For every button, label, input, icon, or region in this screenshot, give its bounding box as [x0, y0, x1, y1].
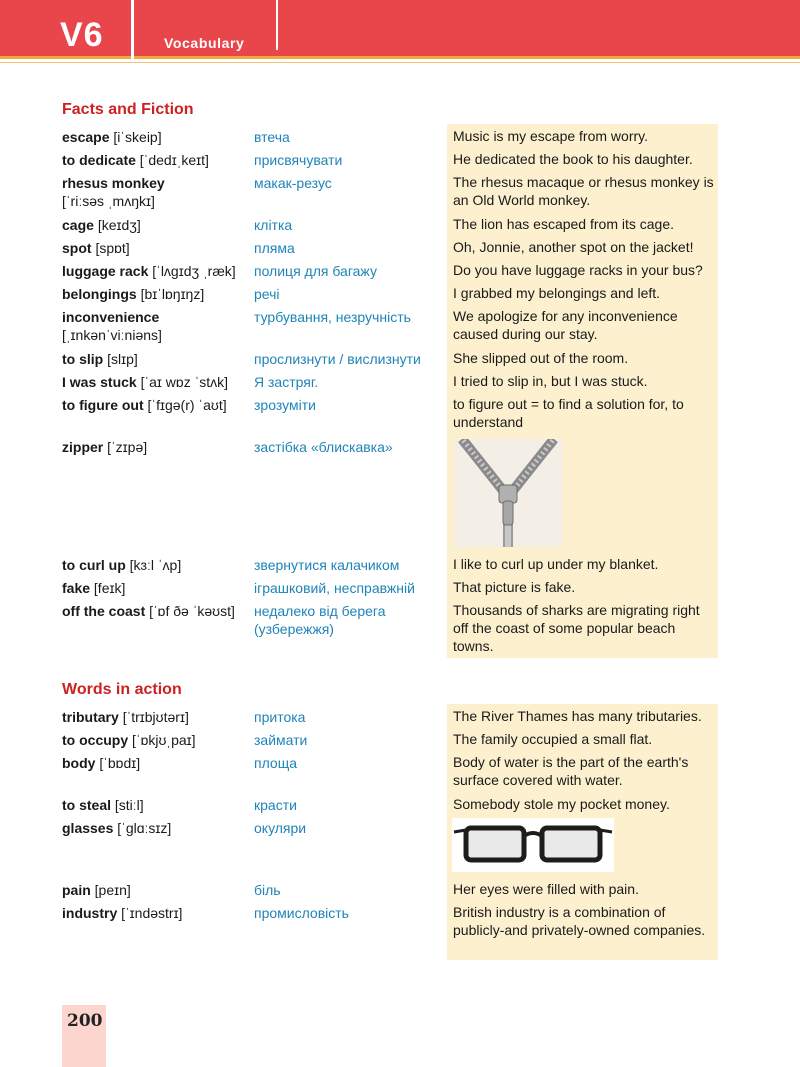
- table-row: [0, 346, 800, 369]
- section-title: Words in action: [62, 681, 182, 698]
- vocab-word: fake [feɪk]: [62, 580, 126, 596]
- table-row: [0, 727, 800, 750]
- table-row: [0, 392, 800, 434]
- vocab-translation: красти: [254, 797, 297, 813]
- vocab-translation: займати: [254, 732, 308, 748]
- table-row: [0, 575, 800, 598]
- vocab-translation: промисловість: [254, 905, 349, 921]
- vocab-translation: присвячувати: [254, 152, 343, 168]
- table-row: [0, 815, 800, 877]
- header-accent-line-thin: [0, 62, 800, 63]
- vocab-example: Thousands of sharks are migrating right off the coast of some popular beach towns.: [447, 598, 718, 658]
- vocab-translation: Я застряг.: [254, 374, 319, 390]
- vocab-example: I like to curl up under my blanket.: [447, 552, 718, 575]
- vocab-example: to figure out = to find a solution for, to understand: [447, 392, 718, 434]
- vocab-word: to figure out [ˈfɪgə(r) ˈaʊt]: [62, 397, 227, 413]
- vocab-translation: речі: [254, 286, 280, 302]
- vocab-word: body [ˈbɒdɪ]: [62, 755, 141, 771]
- vocab-translation: недалеко від берега (узбережжя): [254, 603, 386, 637]
- vocab-translation: площа: [254, 755, 297, 771]
- vocab-word: to slip [slɪp]: [62, 351, 138, 367]
- vocab-example: I tried to slip in, but I was stuck.: [447, 369, 718, 392]
- vocab-translation: турбування, незручність: [254, 309, 411, 325]
- vocab-translation: притока: [254, 709, 306, 725]
- table-row: [0, 281, 800, 304]
- vocab-example: The rhesus macaque or rhesus monkey is an Old World monkey.: [447, 170, 718, 212]
- vocab-translation: застібка «блискавка»: [254, 439, 393, 455]
- header-accent-line: [0, 56, 800, 59]
- vocab-word: I was stuck [ˈaɪ wɒz ˈstʌk]: [62, 374, 229, 390]
- table-row: [0, 304, 800, 346]
- vocab-word: industry [ˈɪndəstrɪ]: [62, 905, 183, 921]
- vocab-example: Somebody stole my pocket money.: [447, 792, 718, 815]
- vocab-word: glasses [ˈglɑːsɪz]: [62, 820, 172, 836]
- table-row: [0, 235, 800, 258]
- vocab-example: That picture is fake.: [447, 575, 718, 598]
- vocab-example: We apologize for any inconvenience caused during our stay.: [447, 304, 718, 346]
- vocab-translation: звернутися калачиком: [254, 557, 400, 573]
- vocab-example: The lion has escaped from its cage.: [447, 212, 718, 235]
- page-number: 200: [67, 1011, 103, 1031]
- vocab-translation: клітка: [254, 217, 293, 233]
- vocab-example: British industry is a combination of publicly-and privately-owned companies.: [447, 900, 718, 960]
- vocab-word: to curl up [kɜːl ˈʌp]: [62, 557, 182, 573]
- vocab-example: Music is my escape from worry.: [447, 124, 718, 147]
- table-row: [0, 900, 800, 960]
- table-row: [0, 750, 800, 792]
- table-row: [0, 704, 800, 727]
- vocab-word: inconvenience [ˌɪnkənˈviːniəns]: [62, 309, 162, 343]
- vocabulary-table-words-in-action: [0, 704, 800, 960]
- table-row: [0, 877, 800, 900]
- vocab-word: belongings [bɪˈlɒŋɪŋz]: [62, 286, 205, 302]
- vocab-translation: іграшковий, несправжній: [254, 580, 415, 596]
- vocab-word: cage [keɪdʒ]: [62, 217, 141, 233]
- vocab-example: I grabbed my belongings and left.: [447, 281, 718, 304]
- vocab-example: The River Thames has many tributaries.: [447, 704, 718, 727]
- table-row: [0, 212, 800, 235]
- vocab-example: Her eyes were filled with pain.: [447, 877, 718, 900]
- table-row: [0, 258, 800, 281]
- table-row: [0, 792, 800, 815]
- vocab-example: Oh, Jonnie, another spot on the jacket!: [447, 235, 718, 258]
- table-row: [0, 369, 800, 392]
- vocabulary-table-facts: [0, 124, 800, 658]
- page-header: [0, 0, 800, 56]
- vocab-word: escape [iˈskeip]: [62, 129, 162, 145]
- vocab-word: tributary [ˈtrɪbjʊtərɪ]: [62, 709, 189, 725]
- table-row: [0, 552, 800, 575]
- table-row: [0, 434, 800, 552]
- vocab-example: The family occupied a small flat.: [447, 727, 718, 750]
- vocab-translation: біль: [254, 882, 281, 898]
- vocab-word: luggage rack [ˈlʌgɪdʒ ˌræk]: [62, 263, 236, 279]
- vocab-word: zipper [ˈzɪpə]: [62, 439, 148, 455]
- vocab-translation: полиця для багажу: [254, 263, 377, 279]
- vocab-example: Body of water is the part of the earth's surface covered with water.: [447, 750, 718, 792]
- table-row: [0, 147, 800, 170]
- vocab-translation: макак-резус: [254, 175, 332, 191]
- vocab-word: to steal [stiːl]: [62, 797, 144, 813]
- vocab-translation: втеча: [254, 129, 290, 145]
- table-row: [0, 598, 800, 658]
- vocab-example: He dedicated the book to his daughter.: [447, 147, 718, 170]
- unit-code: V6: [60, 16, 104, 54]
- unit-title: Vocabulary: [164, 35, 245, 51]
- vocab-word: rhesus monkey [ˈriːsəs ˌmʌŋkɪ]: [62, 175, 165, 209]
- table-row: [0, 124, 800, 147]
- vocab-word: spot [spɒt]: [62, 240, 130, 256]
- vocab-translation: окуляри: [254, 820, 307, 836]
- zipper-image: [454, 439, 562, 547]
- glasses-image: [452, 818, 614, 872]
- vocab-word: to occupy [ˈɒkjʊˌpaɪ]: [62, 732, 196, 748]
- vocab-example: She slipped out of the room.: [447, 346, 718, 369]
- vocab-word: off the coast [ˈɒf ðə ˈkəʊst]: [62, 603, 235, 619]
- header-divider: [276, 0, 278, 50]
- vocab-translation: пляма: [254, 240, 295, 256]
- vocab-example: Do you have luggage racks in your bus?: [447, 258, 718, 281]
- vocab-word: pain [peɪn]: [62, 882, 131, 898]
- table-row: [0, 170, 800, 212]
- section-title: Facts and Fiction: [62, 101, 194, 118]
- vocab-translation: зрозуміти: [254, 397, 316, 413]
- vocab-translation: прослизнути / вислизнути: [254, 351, 421, 367]
- header-divider: [131, 0, 134, 60]
- vocab-word: to dedicate [ˈdedɪˌkeɪt]: [62, 152, 209, 168]
